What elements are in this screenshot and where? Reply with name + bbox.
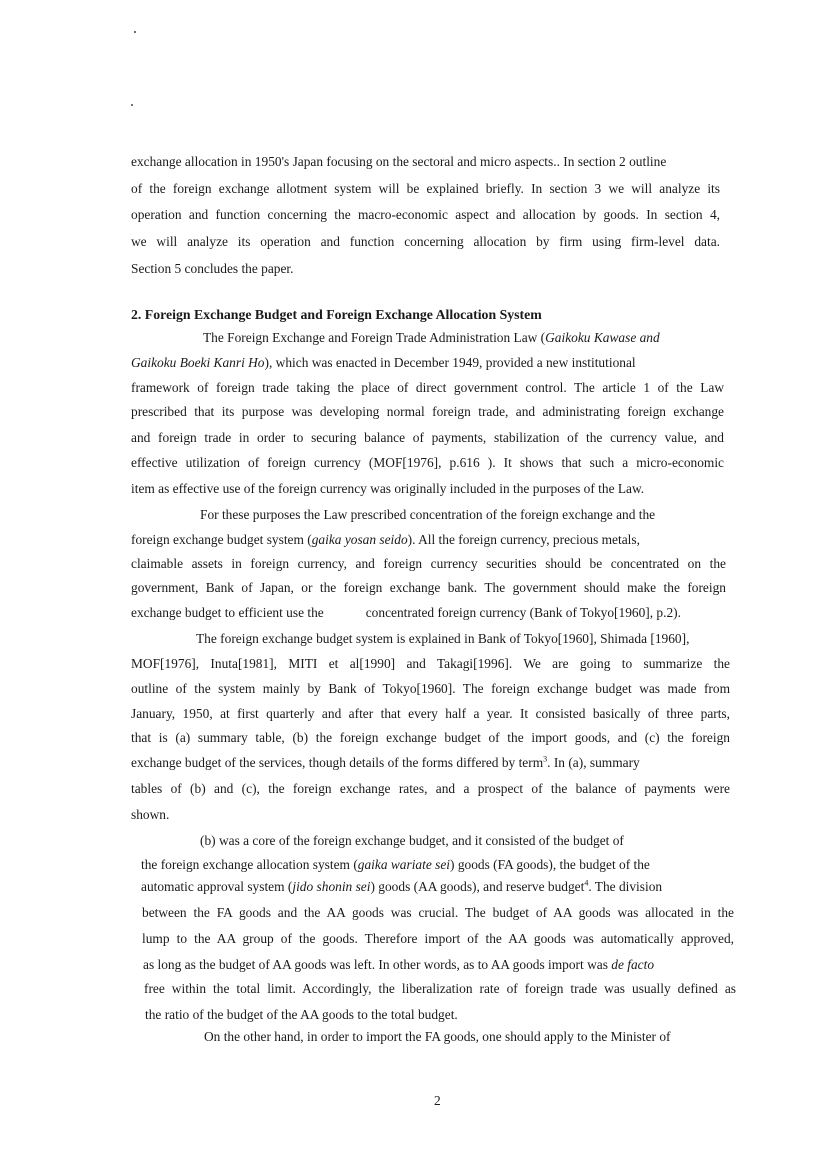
text-line: prescribed that its purpose was developing normal foreign trade, and administrating foreign exchange [131,404,724,419]
text-segment: exchange budget of the services, though details of the forms differed by term [131,755,544,770]
text-line [131,756,640,769]
italic-term: jido shonin sei [292,879,371,894]
text-line: we will analyze its operation and function concerning allocation by firm using firm-level data. [131,234,720,249]
text-line: of the foreign exchange allotment system will be explained briefly. In section 3 we will analyze its [131,181,720,196]
text-line: (b) was a core of the foreign exchange budget, and it consisted of the budget of [200,833,624,848]
text-line: The foreign exchange budget system is explained in Bank of Tokyo[1960], Shimada [1960], [196,631,690,646]
scan-speck [131,104,133,106]
section-heading: 2. Foreign Exchange Budget and Foreign Exchange Allocation System [131,307,542,322]
text-line: the ratio of the budget of the AA goods to the total budget. [145,1007,458,1022]
text-segment: automatic approval system ( [141,879,293,894]
text-line: effective utilization of foreign currency (MOF[1976], p.616 ). It shows that such a micro-economic [131,455,724,470]
text-segment: The Foreign Exchange and Foreign Trade Administration Law ( [203,330,546,345]
italic-term: Gaikoku Boeki Kanri Ho [131,355,265,370]
text-segment: . The division [588,879,663,894]
text-line: outline of the system mainly by Bank of Tokyo[1960]. The foreign exchange budget was made from [131,681,730,696]
text-segment: foreign exchange budget system ( [131,532,312,547]
text-segment: . In (a), summary [547,755,640,770]
text-line [141,880,662,893]
italic-term: gaika yosan seido [311,532,408,547]
text-line: operation and function concerning the macro-economic aspect and allocation by goods. In section 4, [131,207,720,222]
text-line: exchange allocation in 1950's Japan focusing on the sectoral and micro aspects.. In section 2 outline [131,154,667,169]
text-segment: ) goods (FA goods), the budget of the [450,857,650,872]
footnote-marker: 4 [584,878,589,888]
text-segment: the foreign exchange allocation system ( [141,857,358,872]
footnote-marker: 3 [543,754,548,764]
text-line: MOF[1976], Inuta[1981], MITI et al[1990] and Takagi[1996]. We are going to summarize the [131,656,730,671]
text-line: Section 5 concludes the paper. [131,261,294,276]
text-line: claimable assets in foreign currency, and foreign currency securities should be concentrated on the [131,556,726,571]
text-line: framework of foreign trade taking the place of direct government control. The article 1 of the Law [131,380,724,395]
text-line [143,958,654,971]
text-line: free within the total limit. Accordingly, the liberalization rate of foreign trade was usually defined as [144,981,736,996]
text-line: January, 1950, at first quarterly and after that every half a year. It consisted basically of three parts, [131,706,730,721]
scan-speck [134,31,136,33]
text-segment: as long as the budget of AA goods was left. In other words, as to AA goods import was [143,957,612,972]
text-line [131,356,636,369]
text-segment: exchange budget to efficient use the [131,605,324,620]
text-segment: concentrated foreign currency (Bank of Tokyo[1960], p.2). [365,605,681,620]
text-line: For these purposes the Law prescribed concentration of the foreign exchange and the [200,507,656,522]
italic-term: gaika wariate sei [357,857,451,872]
text-line: On the other hand, in order to import the FA goods, one should apply to the Minister of [204,1029,671,1044]
text-line: that is (a) summary table, (b) the foreign exchange budget of the import goods, and (c) the foreign [131,730,730,745]
text-line: item as effective use of the foreign currency was originally included in the purposes of the Law. [131,481,645,496]
italic-term: Gaikoku Kawase and [545,330,660,345]
text-segment: ). All the foreign currency, precious metals, [407,532,640,547]
text-segment: ), which was enacted in December 1949, provided a new institutional [264,355,636,370]
text-line: lump to the AA group of the goods. Therefore import of the AA goods was automatically approved, [142,931,734,946]
text-line [203,331,660,344]
text-line [141,858,650,871]
text-line [131,533,640,546]
text-line: and foreign trade in order to securing balance of payments, stabilization of the currency value, and [131,430,724,445]
text-line [131,606,681,619]
text-line: between the FA goods and the AA goods was crucial. The budget of AA goods was allocated in the [142,905,734,920]
text-line: shown. [131,807,170,822]
text-line: tables of (b) and (c), the foreign exchange rates, and a prospect of the balance of payments were [131,781,730,796]
page-number: 2 [434,1093,441,1108]
text-segment: ) goods (AA goods), and reserve budget [370,879,585,894]
italic-term: de facto [611,957,655,972]
text-line: government, Bank of Japan, or the foreign exchange bank. The government should make the foreign [131,580,726,595]
